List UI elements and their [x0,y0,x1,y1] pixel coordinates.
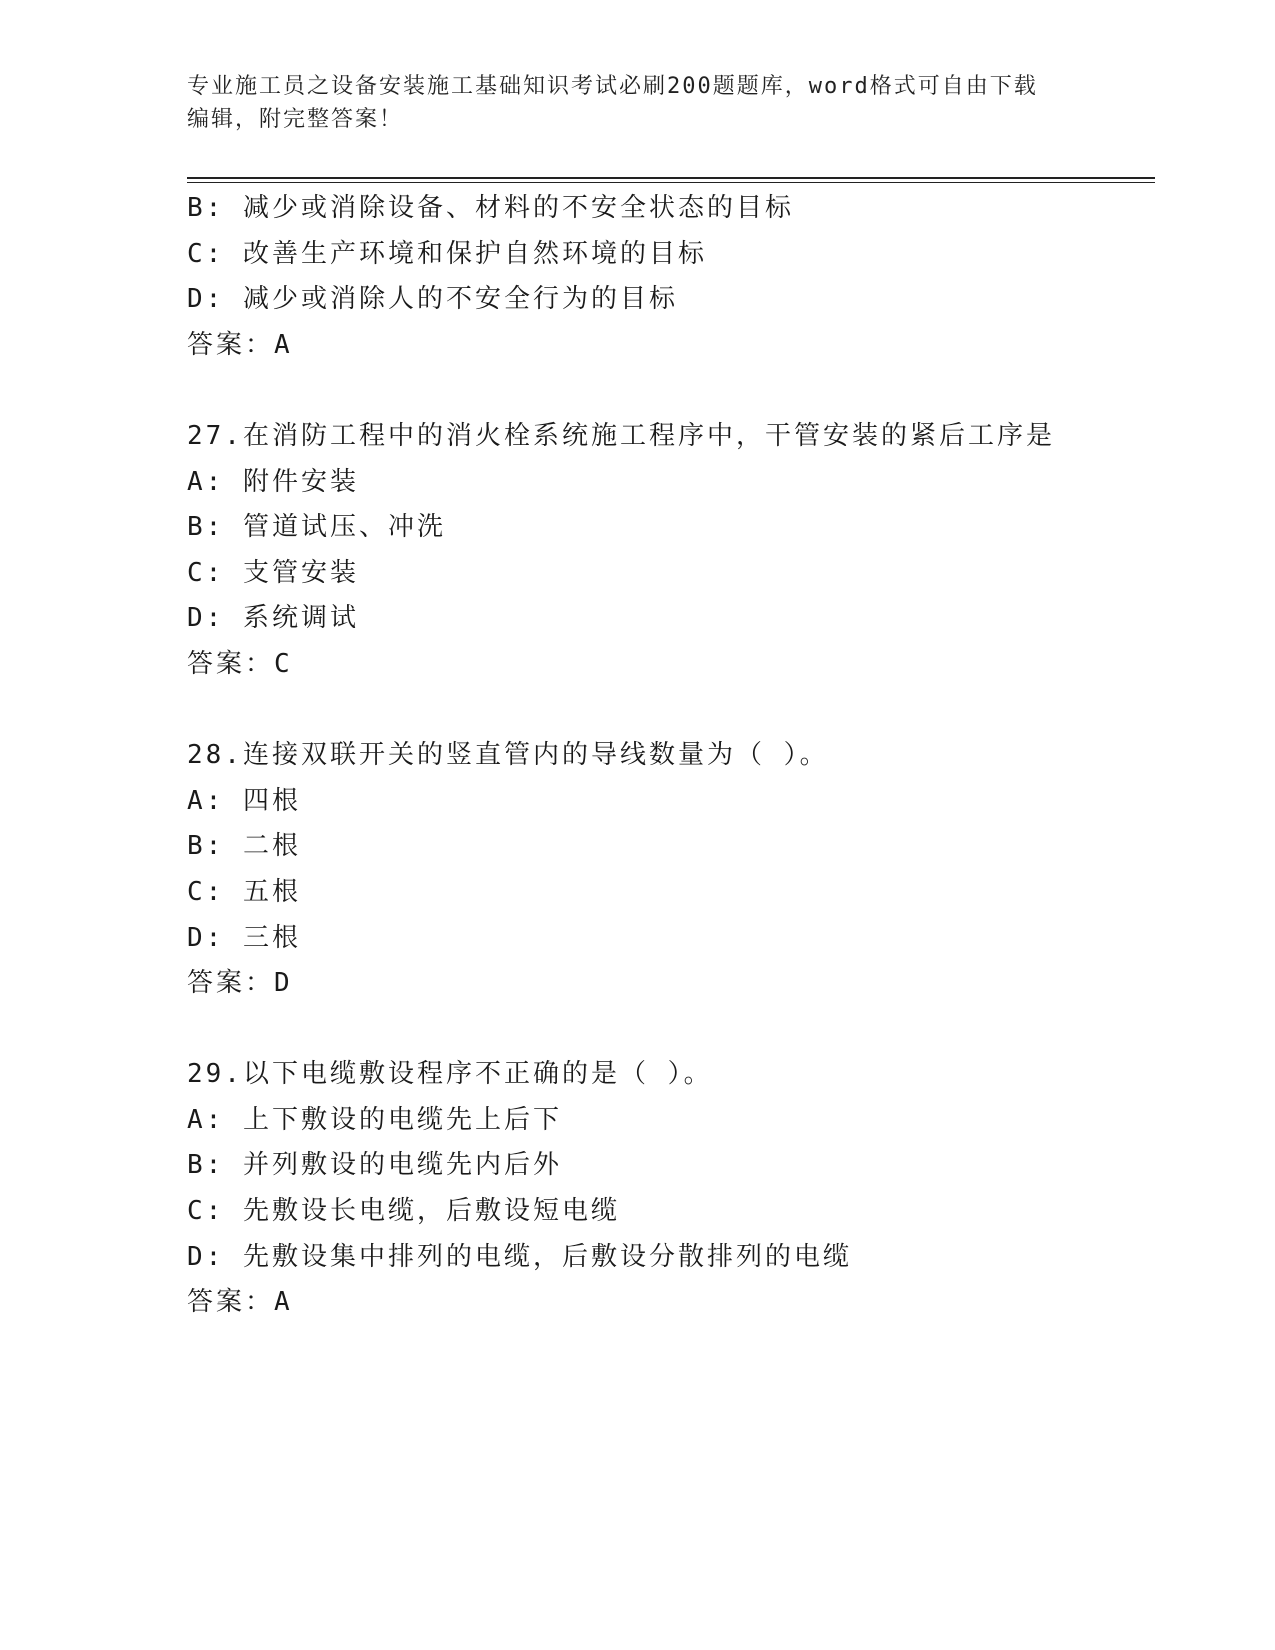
block-spacer [187,368,1155,414]
question-text: 28.连接双联开关的竖直管内的导线数量为（ ）。 [187,740,829,771]
question-block [187,414,1155,688]
option-b: B: 减少或消除设备、材料的不安全状态的目标 [187,193,794,223]
document-header [187,70,1087,136]
option-a: A: 四根 [187,785,301,816]
question-text: 29.以下电缆敷设程序不正确的是（ ）。 [187,1059,713,1090]
question-block [187,186,1155,368]
option-a: A: 附件安装 [187,466,359,497]
option-d: D: 系统调试 [187,603,359,634]
question-text: 27.在消防工程中的消火栓系统施工程序中，干管安装的紧后工序是 [187,420,1055,451]
question-list [187,186,1155,1326]
answer-line: 答案：D [187,968,293,999]
option-a: A: 上下敷设的电缆先上后下 [187,1104,562,1135]
option-b: B: 并列敷设的电缆先内后外 [187,1150,562,1181]
header-divider-thin [187,182,1155,183]
option-c: C: 支管安装 [187,557,359,588]
question-block [187,733,1155,1007]
option-d: D: 先敷设集中排列的电缆，后敷设分散排列的电缆 [187,1241,852,1272]
header-line-1: 专业施工员之设备安装施工基础知识考试必刷200题题库，word格式可自由下载 [187,74,1038,99]
question-block [187,1052,1155,1326]
block-spacer [187,688,1155,734]
option-b: B: 管道试压、冲洗 [187,512,446,543]
answer-line: 答案：A [187,1287,293,1318]
header-line-2: 编辑，附完整答案！ [187,107,404,132]
option-c: C: 改善生产环境和保护自然环境的目标 [187,238,707,269]
answer-line: 答案：C [187,648,293,679]
option-d: D: 减少或消除人的不安全行为的目标 [187,284,678,315]
option-c: C: 五根 [187,876,301,907]
option-c: C: 先敷设长电缆，后敷设短电缆 [187,1196,620,1227]
header-divider-thick [187,177,1155,179]
option-b: B: 二根 [187,831,301,862]
answer-line: 答案：A [187,329,293,360]
option-d: D: 三根 [187,922,301,953]
block-spacer [187,1007,1155,1053]
